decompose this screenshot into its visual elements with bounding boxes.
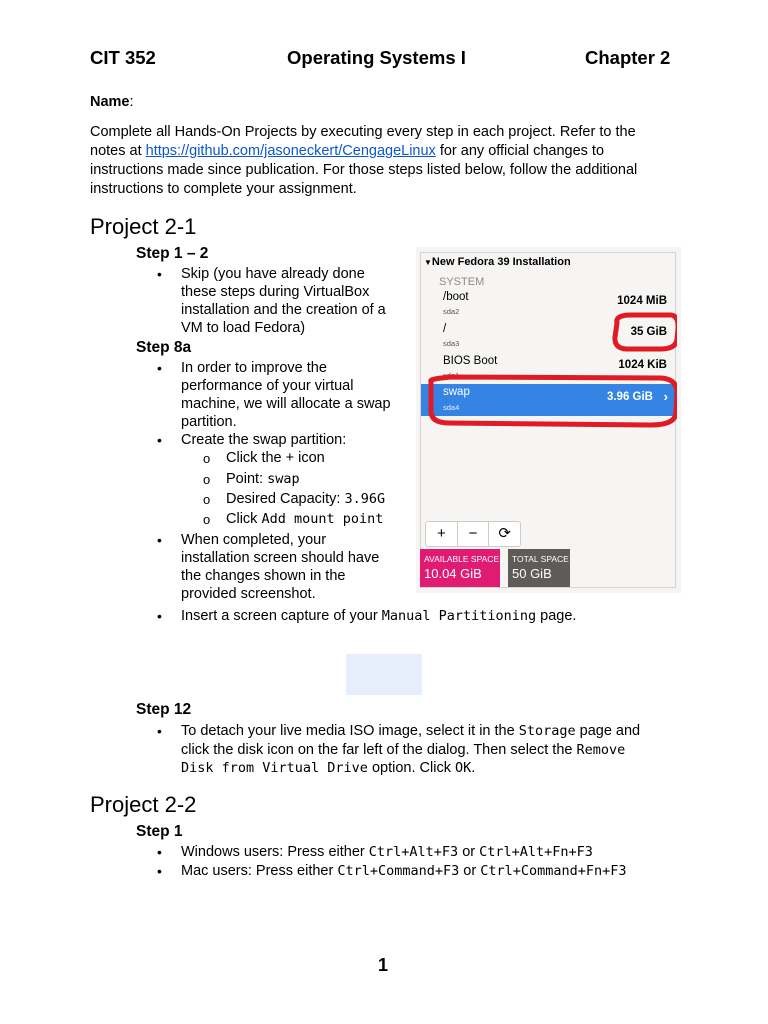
intro-line-1: Complete all Hands-On Projects by executing every step in each project. Refer to the xyxy=(90,124,636,140)
sub-bullet-icon: o xyxy=(203,512,211,527)
text-line: In order to improve the xyxy=(181,360,327,376)
course-code: CIT 352 xyxy=(90,47,156,68)
bullet-icon: • xyxy=(157,532,162,548)
intro-line-2 xyxy=(90,142,637,161)
bullet-icon: • xyxy=(157,608,162,624)
sub-step-text: Desired Capacity: xyxy=(226,491,345,507)
completed-text xyxy=(181,531,379,603)
page-number: 1 xyxy=(378,955,389,975)
key-combo-code: Ctrl+Alt+F3 xyxy=(368,844,459,860)
bullet-icon: • xyxy=(157,863,162,879)
sub-step-add-mount xyxy=(226,511,383,527)
project-2-2-heading: Project 2-2 xyxy=(90,792,197,817)
sub-step-text: Click xyxy=(226,511,262,527)
bullet-icon: • xyxy=(157,266,162,282)
text-post: page and xyxy=(575,723,641,739)
sub-step-code: 3.96G xyxy=(344,491,386,507)
name-field xyxy=(90,94,134,110)
text-pre: click the disk icon on the far left of the dialog. Then select the xyxy=(181,741,577,758)
partition-size: 35 GiB xyxy=(630,326,667,338)
partition-device: sda1 xyxy=(443,371,460,380)
remove-partition-button[interactable]: − xyxy=(458,522,490,546)
chevron-right-icon: › xyxy=(663,389,668,404)
fedora-partitioning-screenshot xyxy=(416,247,681,593)
text-line: machine, we will allocate a swap xyxy=(181,396,391,412)
text-line: installation screen should have xyxy=(181,550,380,566)
windows-users-text xyxy=(181,843,593,861)
text-line: installation and the creation of a xyxy=(181,302,386,318)
text-line: the changes shown in the xyxy=(181,568,346,584)
mac-users-text xyxy=(181,862,627,880)
text-line: When completed, your xyxy=(181,532,327,548)
available-space-value: 10.04 GiB xyxy=(424,566,482,581)
partition-size: 1024 MiB xyxy=(617,295,667,307)
sub-bullet-icon: o xyxy=(203,492,211,507)
key-combo-code: Ctrl+Alt+Fn+F3 xyxy=(479,844,593,860)
partition-mount: /boot xyxy=(443,291,469,303)
step-8a-heading: Step 8a xyxy=(136,339,192,356)
step-12-text xyxy=(181,722,640,778)
step-1-2-heading: Step 1 – 2 xyxy=(136,245,209,262)
step-8a-intro xyxy=(181,359,391,431)
text-line: partition. xyxy=(181,414,237,430)
text-line xyxy=(181,722,640,741)
manual-partitioning-code: Manual Partitioning xyxy=(381,608,537,624)
bullet-icon: • xyxy=(157,360,162,376)
name-colon: : xyxy=(129,94,134,110)
key-combo-code: Ctrl+Command+F3 xyxy=(337,863,460,879)
text-line xyxy=(181,759,640,778)
partition-list-panel xyxy=(420,252,676,588)
triangle-down-icon: ▼ xyxy=(424,258,432,267)
intro-line-4: instructions to complete your assignment. xyxy=(90,181,357,197)
total-space-badge xyxy=(508,549,570,587)
bullet-icon: • xyxy=(157,723,162,739)
text-post: page. xyxy=(536,608,577,624)
sub-bullet-icon: o xyxy=(203,451,211,466)
refresh-button[interactable]: ⟳ xyxy=(498,525,511,542)
total-space-value: 50 GiB xyxy=(512,566,552,581)
text-line: these steps during VirtualBox xyxy=(181,284,370,300)
project-2-1-heading: Project 2-1 xyxy=(90,214,197,239)
text-mid: or xyxy=(458,844,480,860)
highlight-root-size xyxy=(615,315,677,349)
bullet-icon: • xyxy=(157,844,162,860)
intro-paragraph xyxy=(90,123,637,199)
key-combo-code: Ctrl+Command+Fn+F3 xyxy=(480,863,627,879)
highlight-swap-row xyxy=(431,377,677,425)
sub-step-point xyxy=(226,471,300,487)
sub-step-text: Point: xyxy=(226,471,268,487)
partition-device: sda3 xyxy=(443,339,460,348)
text-post: . xyxy=(471,760,476,776)
disk-option-code: Disk from Virtual Drive xyxy=(181,760,368,776)
create-swap-text: Create the swap partition: xyxy=(181,432,347,448)
chapter-label: Chapter 2 xyxy=(585,47,671,68)
partition-toolbar xyxy=(425,521,521,547)
text-line: performance of your virtual xyxy=(181,378,354,394)
text-pre: To detach your live media ISO image, select it in the xyxy=(181,723,519,739)
system-group-label: SYSTEM xyxy=(439,276,485,288)
remove-code: Remove xyxy=(576,741,626,758)
sub-step-capacity xyxy=(226,491,385,507)
course-title: Operating Systems I xyxy=(287,47,466,68)
red-highlight-annotations xyxy=(421,253,677,453)
partition-size: 1024 KiB xyxy=(618,359,667,371)
bullet-icon: • xyxy=(157,432,162,448)
partition-size: 3.96 GiB xyxy=(606,391,653,403)
intro-notes-at: notes at xyxy=(90,143,146,159)
partition-mount: BIOS Boot xyxy=(443,355,498,367)
ok-code: OK xyxy=(454,760,472,776)
step-1-2-text xyxy=(181,265,386,337)
partition-device: sda4 xyxy=(443,403,460,412)
text-line: provided screenshot. xyxy=(181,586,316,602)
step-1-heading: Step 1 xyxy=(136,823,183,840)
text-line: VM to load Fedora) xyxy=(181,320,306,336)
text-mid: option. Click xyxy=(367,760,455,776)
text-line: Skip (you have already done xyxy=(181,266,365,282)
partition-device: sda2 xyxy=(443,307,460,316)
text-mid: or xyxy=(459,863,481,879)
intro-line-2-post: for any official changes to xyxy=(435,143,605,159)
step-12-heading: Step 12 xyxy=(136,701,192,718)
sub-step-text: Click the + icon xyxy=(226,450,325,466)
intro-line-3: instructions made since publication. For those steps listed below, follow the additional xyxy=(90,162,638,178)
add-partition-button[interactable]: + xyxy=(426,522,458,546)
available-space-badge xyxy=(420,549,500,587)
installation-title: New Fedora 39 Installation xyxy=(431,256,571,268)
screen-capture-placeholder[interactable] xyxy=(346,654,422,695)
sub-step-code: swap xyxy=(267,471,300,487)
text-line xyxy=(181,741,640,760)
text-pre: Mac users: Press either xyxy=(181,863,338,879)
storage-code: Storage xyxy=(518,723,576,739)
github-link[interactable]: https://github.com/jasoneckert/CengageLinux xyxy=(145,143,436,159)
partition-mount: swap xyxy=(443,386,470,398)
sub-step-click-plus xyxy=(226,450,325,466)
partition-mount: / xyxy=(443,323,447,335)
name-label: Name xyxy=(90,94,130,110)
insert-capture-text xyxy=(181,607,576,625)
available-space-label: AVAILABLE SPACE xyxy=(424,554,500,564)
total-space-label: TOTAL SPACE xyxy=(512,554,569,564)
sub-step-code: Add mount point xyxy=(261,511,384,527)
sub-bullet-icon: o xyxy=(203,472,211,487)
text-pre: Windows users: Press either xyxy=(181,844,369,860)
text-pre: Insert a screen capture of your xyxy=(181,608,382,624)
